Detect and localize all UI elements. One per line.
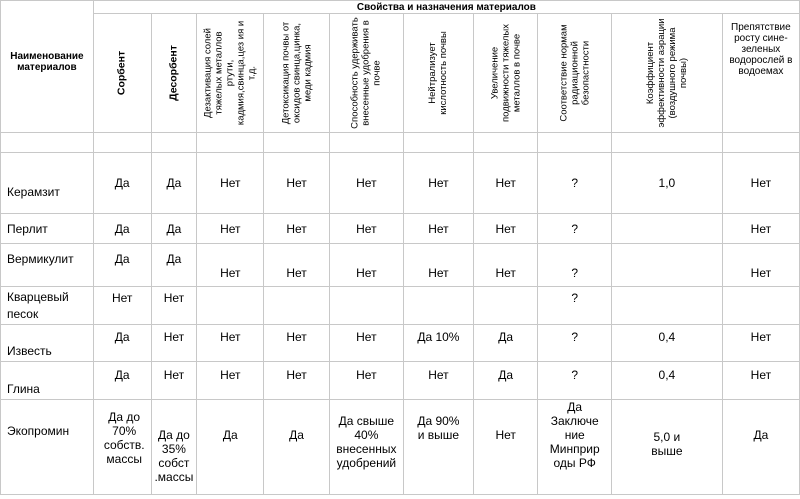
header-col-deactivation: Дезактивация солей тяжелых металлов ртути, кадмия,свинца,цез ия и т.д. — [197, 14, 264, 133]
table-row: Керамзит Да Да Нет Нет Нет Нет Нет ? 1,0 Нет — [1, 153, 800, 214]
header-col-algae: Препятствие росту сине-зеленых водорослей в водоемах — [722, 14, 799, 133]
header-col-aeration: Коэффициент эффективности аэрации (воздушного режима почвы) — [611, 14, 722, 133]
table-row: Экопромин Да до 70% собств. массы Да до 35% собст .массы Да Да Да свыше 40% внесенных удобрений Да 90% и выше Нет Да Заключе ние Минприр оды РФ 5,0 и выше Да — [1, 400, 800, 495]
table-row: Перлит Да Да Нет Нет Нет Нет Нет ? Нет — [1, 214, 800, 244]
table-row: Кварцевый песок Нет Нет ? — [1, 287, 800, 325]
table-row: Вермикулит Да Да Нет Нет Нет Нет Нет ? Нет — [1, 244, 800, 287]
table-row: Глина Да Нет Нет Нет Нет Нет Да ? 0,4 Нет — [1, 362, 800, 400]
spacer-row — [1, 133, 800, 153]
header-col-radiation: Соответствие нормам радиационной безопастности — [538, 14, 611, 133]
header-properties-group: Свойства и назначения материалов — [93, 1, 799, 14]
header-col-acidity: Нейтрализует кислотность почвы — [403, 14, 473, 133]
header-col-metal-mobility: Увеличение подвижности тяжелых металлов в почве — [473, 14, 538, 133]
header-col-fertilizer-retention: Способность удерживать внесенные удобрения в почве — [329, 14, 403, 133]
table-row: Известь Да Нет Нет Нет Нет Да 10% Да ? 0,4 Нет — [1, 325, 800, 362]
header-col-detox: Детоксикация почвы от оксидов свинца,цинка, меди кадмия — [264, 14, 329, 133]
header-col-sorbent: Сорбент — [93, 14, 151, 133]
header-col-desorbent: Десорбент — [151, 14, 197, 133]
header-material-name: Наименование материалов — [1, 1, 94, 133]
